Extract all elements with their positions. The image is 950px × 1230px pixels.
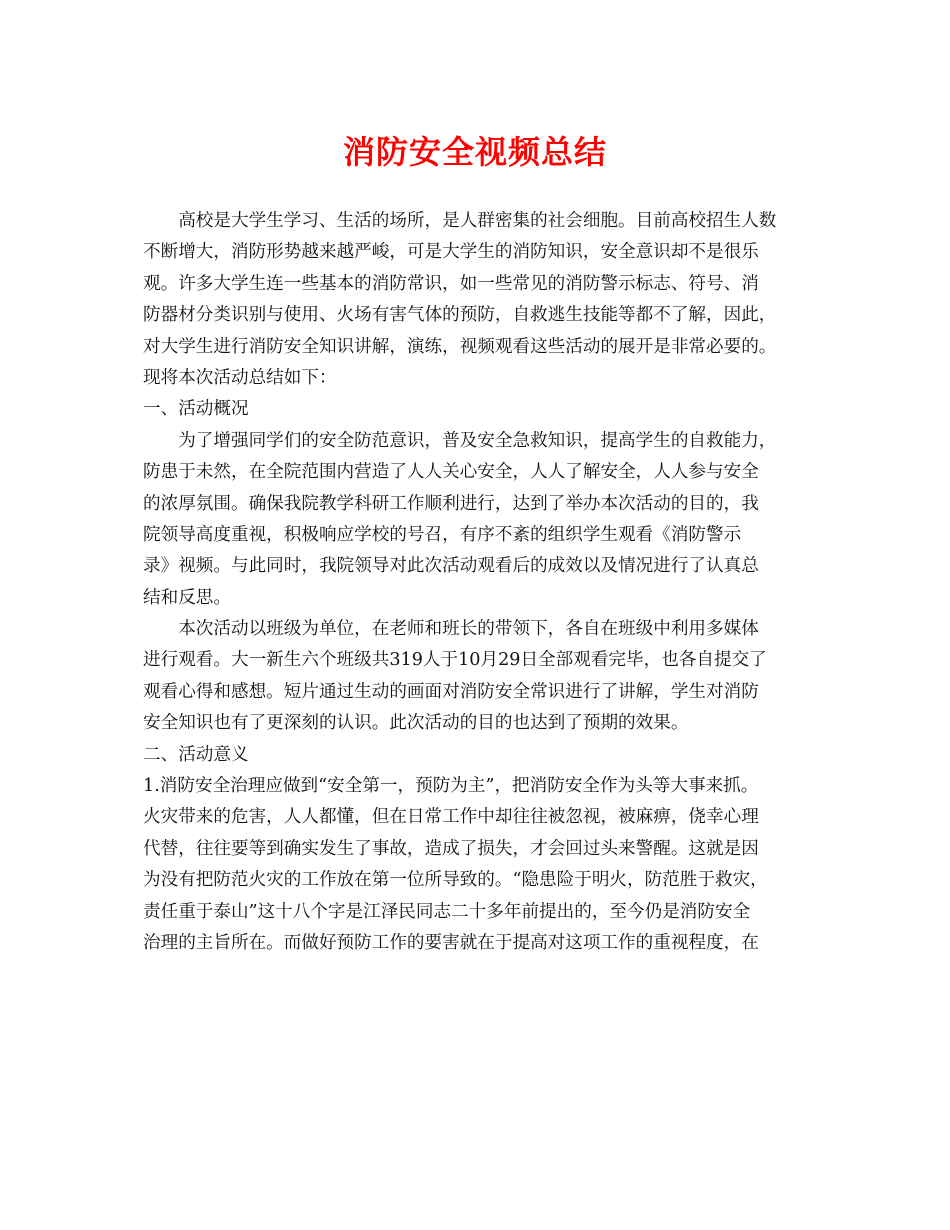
text-line: 现将本次活动总结如下： <box>143 367 337 388</box>
text-line: 对大学生进行消防安全知识讲解，演练，视频观看这些活动的展开是非常必要的。 <box>143 336 777 357</box>
text-line: 为了增强同学们的安全防范意识，普及安全急救知识，提高学生的自救能力， <box>143 430 777 451</box>
text-line: 院领导高度重视，积极响应学校的号召，有序不紊的组织学生观看《消防警示 <box>143 524 742 545</box>
text-line: 观看心得和感想。短片通过生动的画面对消防安全常识进行了讲解，学生对消防 <box>143 681 759 702</box>
text-line: 责任重于泰山”这十八个字是江泽民同志二十多年前提出的，至今仍是消防安全 <box>143 901 751 922</box>
text-line: 安全知识也有了更深刻的认识。此次活动的目的也达到了预期的效果。 <box>143 713 689 734</box>
text-line: 观。许多大学生连一些基本的消防常识，如一些常见的消防警示标志、符号、消 <box>143 273 759 294</box>
text-line: 防患于未然，在全院范围内营造了人人关心安全，人人了解安全，人人参与安全 <box>143 462 759 483</box>
text-line: 高校是大学生学习、生活的场所，是人群密集的社会细胞。目前高校招生人数 <box>143 211 777 231</box>
text-line: 治理的主旨所在。而做好预防工作的要害就在于提高对这项工作的重视程度，在 <box>143 932 759 953</box>
text-line: 录》视频。与此同时，我院领导对此次活动观看后的成效以及情况进行了认真总 <box>143 556 759 577</box>
document-body <box>143 206 813 959</box>
text-line: 结和反思。 <box>143 587 231 608</box>
text-line: 火灾带来的危害，人人都懂，但在日常工作中却往往被忽视，被麻痹，侥幸心理 <box>143 807 759 828</box>
text-line: 的浓厚氛围。确保我院教学科研工作顺利进行，达到了举办本次活动的目的，我 <box>143 493 759 514</box>
text-line: 本次活动以班级为单位，在老师和班长的带领下，各自在班级中利用多媒体 <box>143 619 759 640</box>
section-heading: 二、活动意义 <box>143 744 249 765</box>
text-line: 代替，往往要等到确实发生了事故，造成了损失，才会回过头来警醒。这就是因 <box>143 838 759 859</box>
document-title: 消防安全视频总结 <box>342 133 607 171</box>
text-line: 为没有把防范火灾的工作放在第一位所导致的。“隐患险于明火，防范胜于救灾， <box>143 870 768 891</box>
text-line: 1.消防安全治理应做到“安全第一，预防为主”，把消防安全作为头等大事来抓。 <box>143 776 759 797</box>
section-heading: 一、活动概况 <box>143 399 249 420</box>
text-line: 进行观看。大一新生六个班级共319人于10月29日全部观看完毕，也各自提交了 <box>143 650 767 671</box>
text-line: 防器材分类识别与使用、火场有害气体的预防，自救逃生技能等都不了解，因此， <box>143 305 777 326</box>
text-line: 不断增大，消防形势越来越严峻，可是大学生的消防知识，安全意识却不是很乐 <box>143 242 759 263</box>
